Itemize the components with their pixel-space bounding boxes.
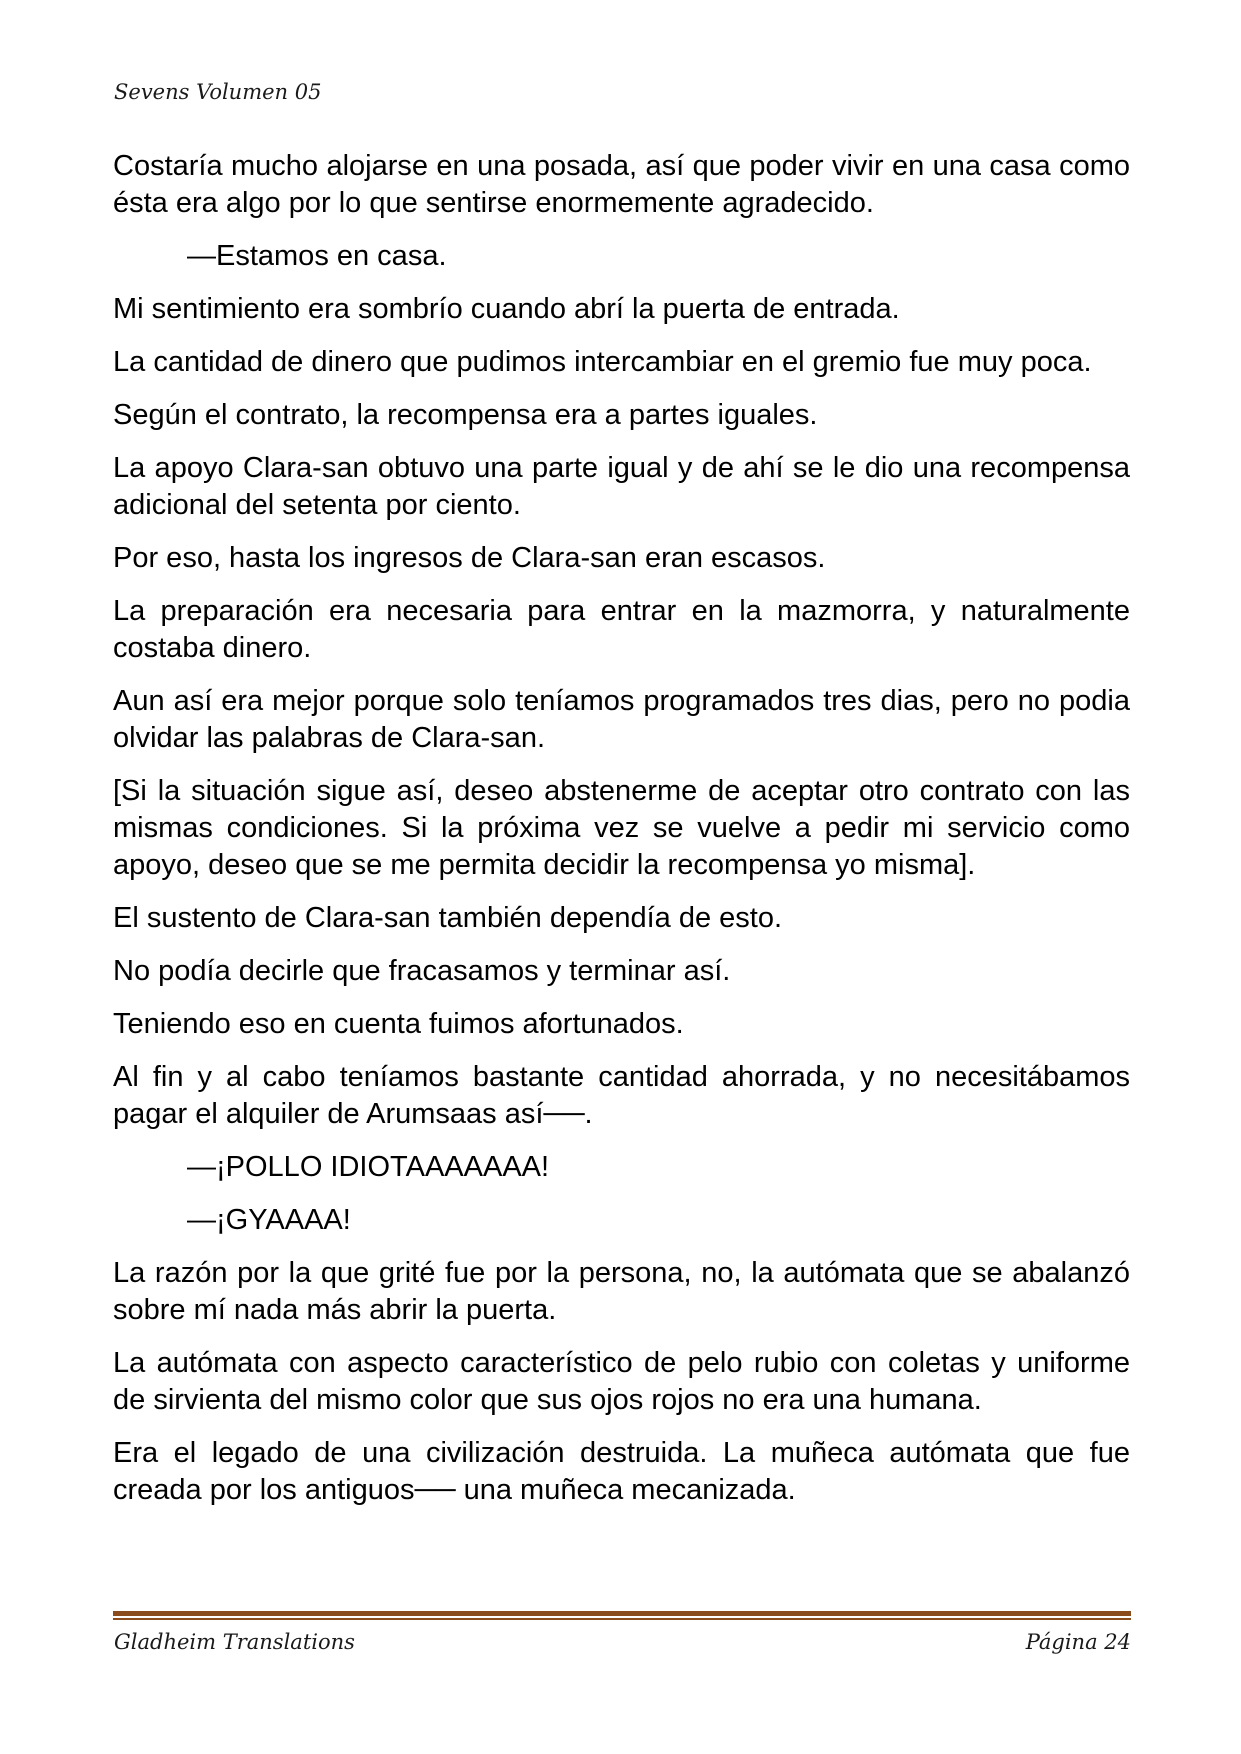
dialogue-paragraph: —¡GYAAAA! [187,1204,351,1236]
paragraph: [Si la situación sigue así, deseo abstenerme de aceptar otro contrato con las mismas condiciones. Si la próxima vez se vuelve a pedir mi servicio como apoyo, deseo que se me permita decidir la recompensa yo misma]. [113,775,1130,881]
paragraph: Mi sentimiento era sombrío cuando abrí la puerta de entrada. [113,293,900,325]
paragraph: La cantidad de dinero que pudimos intercambiar en el gremio fue muy poca. [113,346,1092,378]
paragraph: La apoyo Clara-san obtuvo una parte igual y de ahí se le dio una recompensa adicional del setenta por ciento. [113,452,1130,521]
footer-divider-thin [113,1618,1131,1620]
page-number: Página 24 [1025,1630,1131,1654]
paragraph: La razón por la que grité fue por la persona, no, la autómata que se abalanzó sobre mí nada más abrir la puerta. [113,1257,1130,1326]
footer-divider-thick [113,1611,1131,1616]
paragraph: Aun así era mejor porque solo teníamos programados tres dias, pero no podia olvidar las palabras de Clara-san. [113,685,1130,754]
paragraph: La preparación era necesaria para entrar en la mazmorra, y naturalmente costaba dinero. [113,595,1130,664]
paragraph: Costaría mucho alojarse en una posada, así que poder vivir en una casa como ésta era algo por lo que sentirse enormemente agradecido. [113,150,1130,219]
body-text [113,148,1130,1525]
running-header: Sevens Volumen 05 [114,80,322,104]
dialogue-paragraph: —¡POLLO IDIOTAAAAAAA! [187,1151,550,1183]
paragraph: El sustento de Clara-san también dependía de esto. [113,902,783,934]
paragraph: Según el contrato, la recompensa era a partes iguales. [113,399,818,431]
paragraph: No podía decirle que fracasamos y terminar así. [113,955,731,987]
paragraph: La autómata con aspecto característico de pelo rubio con coletas y uniforme de sirvienta del mismo color que sus ojos rojos no era una humana. [113,1347,1130,1416]
paragraph: Al fin y al cabo teníamos bastante cantidad ahorrada, y no necesitábamos pagar el alquiler de Arumsaas así──. [113,1061,1130,1130]
dialogue-paragraph: —Estamos en casa. [187,240,447,272]
footer-divider [113,1611,1131,1620]
paragraph: Teniendo eso en cuenta fuimos afortunados. [113,1008,684,1040]
footer-credit: Gladheim Translations [114,1630,355,1654]
paragraph: Por eso, hasta los ingresos de Clara-san eran escasos. [113,542,826,574]
paragraph: Era el legado de una civilización destruida. La muñeca autómata que fue creada por los antiguos── una muñeca mecanizada. [113,1437,1130,1506]
